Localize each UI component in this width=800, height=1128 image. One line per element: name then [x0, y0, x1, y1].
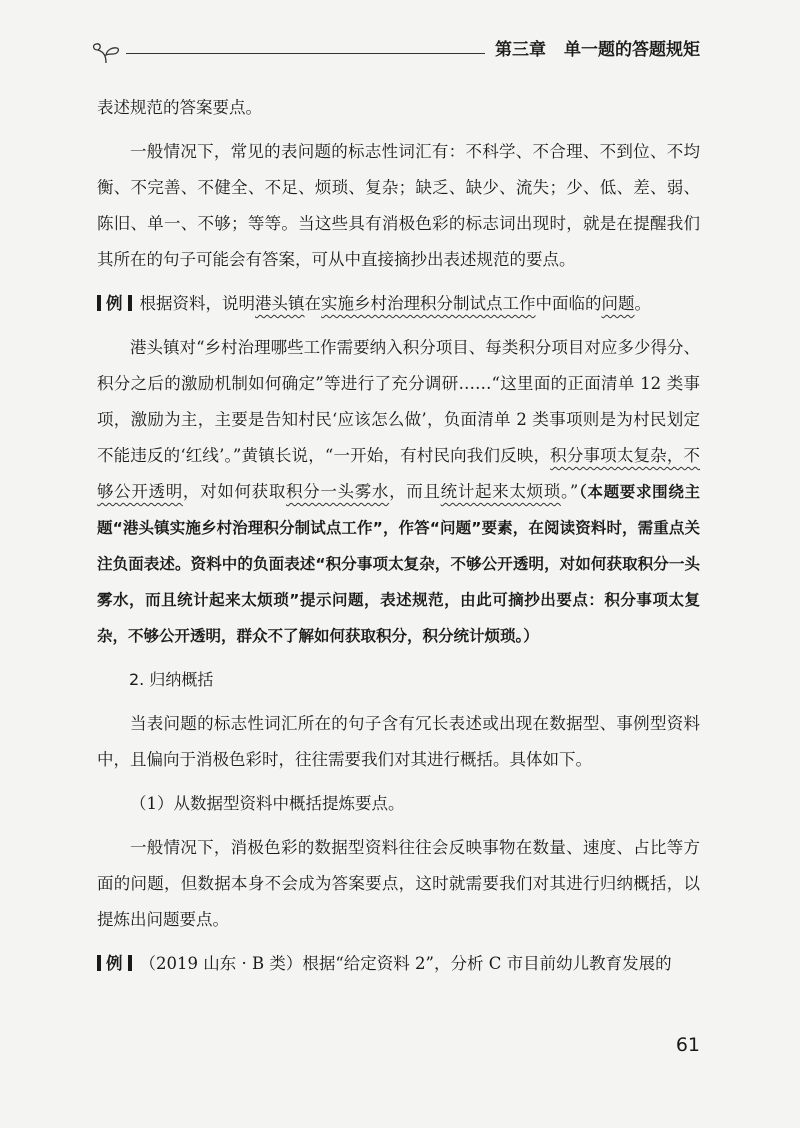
running-header — [90, 28, 700, 64]
example-material: 港头镇对“乡村治理哪些工作需要纳入积分项目、每类积分项目对应多少得分、积分之后的激励机制如何确定”等进行了充分调研……“这里面的正面清单 12 类事项，激励为主，主要是告知村民‘应该怎么做’，负面清单 2 类事项则是为村民划定不能违反的‘红线’。”黄镇长说，“一开始，有村民向我们反映，积分事项太复杂，不够公开透明，对如何获取积分一头雾水，而且统计起来太烦琐。”（本题要求围绕主题“港头镇实施乡村治理积分制试点工作”，作答“问题”要素，在阅读资料时，需重点关注负面表述。资料中的负面表述“积分事项太复杂，不够公开透明，对如何获取积分一头雾水，而且统计起来太烦琐”提示问题，表述规范，由此可摘抄出要点：积分事项太复杂，不够公开透明，群众不了解如何获取积分，积分统计烦琐。） — [97, 338, 701, 645]
keyword-underline: 积分事项太复杂，不够公开透明 — [97, 446, 700, 501]
chapter-number: 第三章 — [495, 40, 546, 60]
chapter-heading — [495, 35, 700, 60]
keyword-underline: 问题 — [601, 294, 635, 313]
header-rule — [126, 53, 485, 54]
keyword-underline: 港头镇 — [255, 294, 305, 313]
section-heading: 2. 归纳概括 — [129, 670, 214, 689]
page-body — [97, 90, 700, 990]
keyword-underline: 积分一头雾水 — [286, 482, 390, 501]
keyword-underline: 统计起来太烦琐 — [440, 482, 561, 501]
keyword-underline: 实施乡村治理积分制试点工作 — [321, 294, 536, 313]
paragraph: 当表问题的标志性词汇所在的句子含有冗长表述或出现在数据型、事例型资料中，且偏向于消极色彩时，往往需要我们对其进行概括。具体如下。 — [97, 714, 700, 769]
subheading: （1）从数据型资料中概括提炼要点。 — [130, 794, 405, 813]
example-question: 例 （2019 山东 · B 类）根据“给定资料 2”，分析 C 市目前幼儿教育发展的 — [97, 946, 700, 982]
paragraph: 一般情况下，常见的表问题的标志性词汇有：不科学、不合理、不到位、不均衡、不完善、不健全、不足、烦琐、复杂；缺乏、缺少、流失；少、低、差、弱、陈旧、单一、不够；等等。当这些具有消极色彩的标志词出现时，就是在提醒我们其所在的句子可能会有答案，可从中直接摘抄出表述规范的要点。 — [97, 142, 700, 269]
paragraph: 表述规范的答案要点。 — [97, 98, 262, 117]
chapter-title: 单一题的答题规矩 — [564, 40, 700, 60]
page-number: 61 — [675, 1034, 700, 1056]
leaf-sprout-icon — [90, 42, 122, 64]
example-marker: 例 — [97, 954, 140, 973]
example-question: 例 根据资料，说明港头镇在实施乡村治理积分制试点工作中面临的问题。 — [97, 286, 700, 322]
analysis-note: （本题要求围绕主题“港头镇实施乡村治理积分制试点工作”，作答“问题”要素，在阅读资料时，需重点关注负面表述。资料中的负面表述“积分事项太复杂，不够公开透明，对如何获取积分一头雾水，而且统计起来太烦琐”提示问题，表述规范，由此可摘抄出要点：积分事项太复杂，不够公开透明，群众不了解如何获取积分，积分统计烦琐。） — [97, 483, 701, 645]
paragraph: 一般情况下，消极色彩的数据型资料往往会反映事物在数量、速度、占比等方面的问题，但数据本身不会成为答案要点，这时就需要我们对其进行归纳概括，以提炼出问题要点。 — [97, 838, 700, 929]
example-marker: 例 — [97, 294, 140, 313]
